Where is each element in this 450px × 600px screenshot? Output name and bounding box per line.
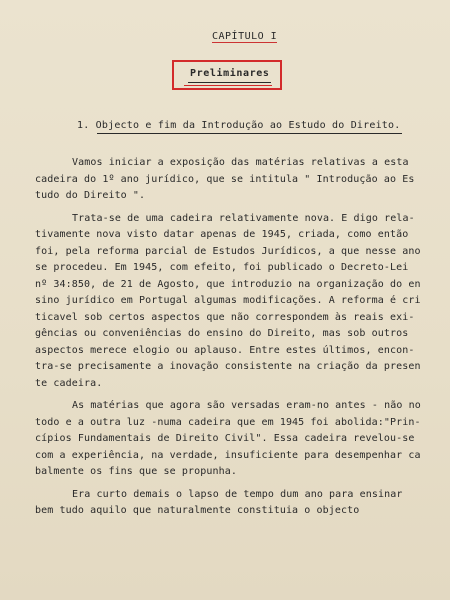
text-line: se procedeu. Em 1945, com efeito, foi publicado o Decreto-Lei xyxy=(35,262,409,273)
text-line: gências ou conveniências do ensino do Direito, mas sob outros xyxy=(35,328,409,339)
text-line: te cadeira. xyxy=(35,377,103,389)
paragraph-4 xyxy=(35,487,420,520)
subsection-heading: 1. Objecto e fim da Introdução ao Estudo do Direito. xyxy=(77,120,401,131)
paragraph-2 xyxy=(35,211,420,393)
text-line: tudo do Direito ". xyxy=(35,190,146,201)
text-line: bem tudo aquilo que naturalmente constituia o objecto xyxy=(35,505,360,516)
text-line: com a experiência, na verdade, insuficiente para desempenhar ca xyxy=(35,449,421,461)
paragraph-3 xyxy=(35,398,420,481)
section-title-red-underline xyxy=(184,85,272,86)
text-line: sino jurídico em Portugal algumas modificações. A reforma é cri xyxy=(35,295,421,306)
text-line: ticavel sob certos aspectos que não correspondem às reais exi- xyxy=(35,311,415,323)
text-line: todo e a outra luz -numa cadeira que em 1945 foi abolida:"Prin- xyxy=(35,416,421,428)
text-line: Vamos iniciar a exposição das matérias relativas a esta xyxy=(72,157,409,168)
text-line: Trata-se de uma cadeira relativamente nova. E digo rela- xyxy=(72,212,415,224)
section-title: Preliminares xyxy=(190,68,270,79)
text-line: tra-se precisamente a inovação consistente na criação da presen xyxy=(35,361,421,372)
text-line: foi, pela reforma parcial de Estudos Jurídicos, a que nesse ano xyxy=(35,245,421,257)
text-line: As matérias que agora são versadas eram-no antes - não no xyxy=(72,400,421,411)
body-text xyxy=(35,155,420,526)
text-line: nº 34:850, de 21 de Agosto, que introduzio na organização do en xyxy=(35,278,421,290)
text-line: aspectos merece elogio ou aplauso. Entre estes últimos, encon- xyxy=(35,344,415,356)
text-line: cípios Fundamentais de Direito Civil". Essa cadeira revelou-se xyxy=(35,433,415,444)
bleed-through-text xyxy=(190,2,430,28)
text-line: Era curto demais o lapso de tempo dum ano para ensinar xyxy=(72,488,403,500)
paragraph-1 xyxy=(35,155,420,205)
text-line: cadeira do 1º ano jurídico, que se intitula " Introdução ao Es xyxy=(35,173,415,185)
chapter-title: CAPÍTULO I xyxy=(212,31,278,42)
text-line: balmente os fins que se propunha. xyxy=(35,466,237,477)
text-line: tivamente nova visto datar apenas de 1945, criada, como então xyxy=(35,229,409,240)
